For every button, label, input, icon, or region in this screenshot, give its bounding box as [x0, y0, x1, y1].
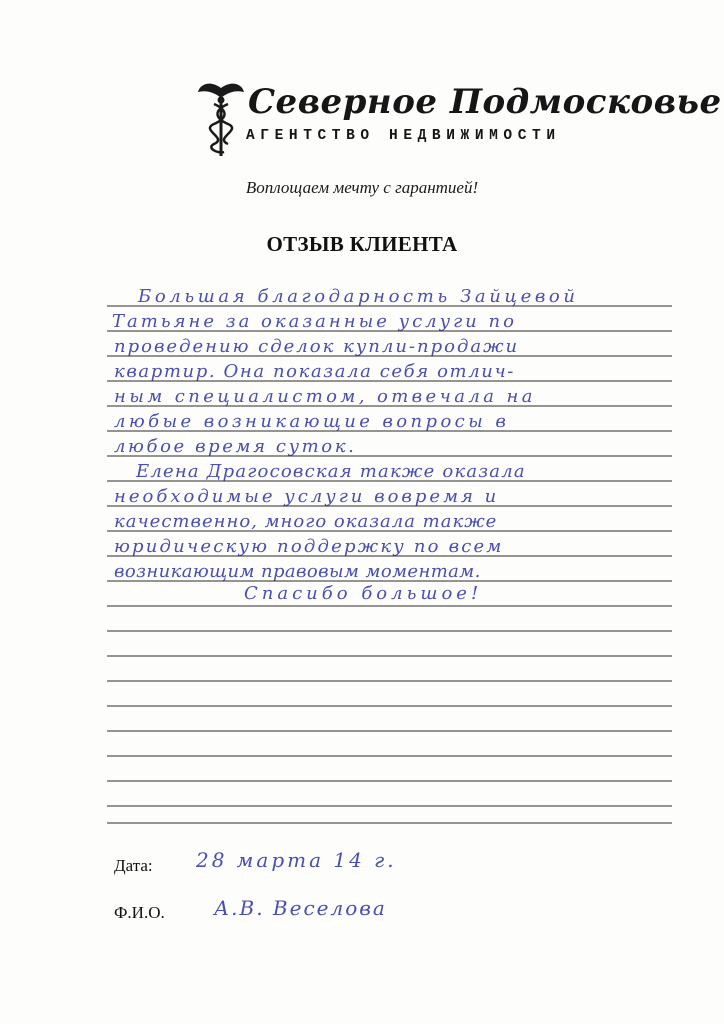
review-line: качественно, много оказала также	[114, 511, 498, 532]
slogan: Воплощаем мечту с гарантией!	[245, 178, 479, 197]
date-value: 28 марта 14 г.	[196, 848, 397, 872]
brand-subtitle: АГЕНТСТВО НЕДВИЖИМОСТИ	[246, 128, 561, 144]
name-value: А.В. Веселова	[214, 896, 387, 920]
review-line: проведению сделок купли-продажи	[114, 336, 520, 357]
date-label: Дата:	[114, 856, 153, 875]
review-line: возникающим правовым моментам.	[114, 561, 481, 582]
name-label: Ф.И.О.	[114, 903, 165, 922]
review-line: любое время суток.	[114, 436, 357, 457]
review-line: Елена Драгосовская также оказала	[136, 461, 526, 482]
review-line: ным специалистом, отвечала на	[114, 386, 536, 407]
review-line: любые возникающие вопросы в	[114, 411, 510, 432]
review-line: Спасибо большое!	[244, 583, 483, 604]
review-line: Татьяне за оказанные услуги по	[112, 311, 517, 332]
review-line: Большая благодарность Зайцевой	[138, 286, 579, 307]
review-line: квартир. Она показала себя отлич-	[114, 361, 515, 382]
brand-name: Северное Подмосковье	[248, 82, 722, 122]
review-line: юридическую поддержку по всем	[114, 536, 504, 557]
form-title: ОТЗЫВ КЛИЕНТА	[266, 232, 458, 256]
review-line: необходимые услуги вовремя и	[114, 486, 500, 507]
